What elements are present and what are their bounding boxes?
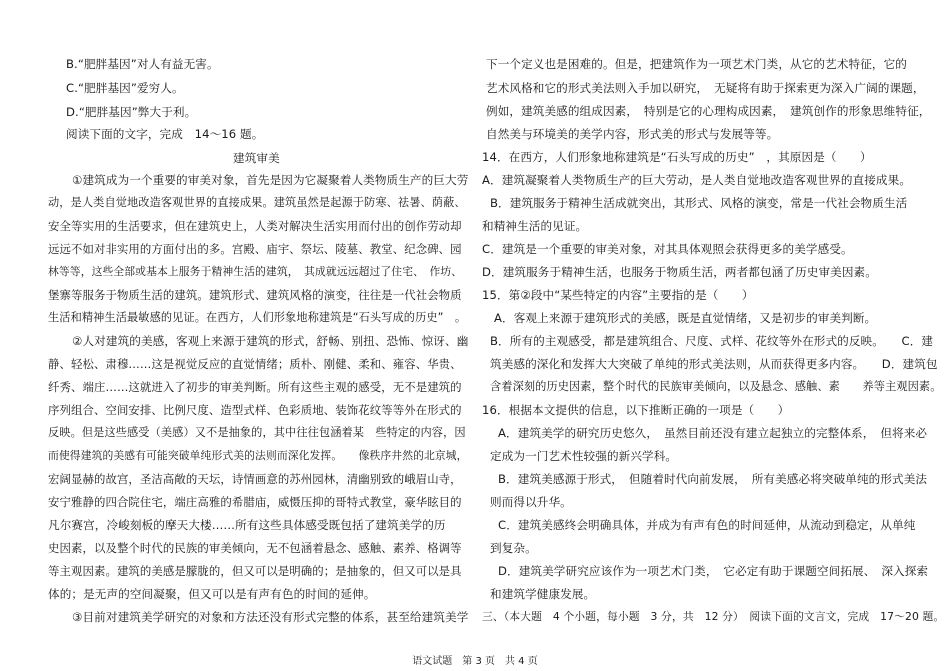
article-line: 艺术风格和它的形式美法则入手加以研究， 无疑将有助于探索更为深入广阔的课题， [486, 81, 925, 95]
article-line: 生活和精神生活最敏感的见证。在西方，人们形象地称建筑是“石头写成的历史” 。 [48, 311, 467, 324]
article-line: 体的；是无声的空间凝聚，但又可以是有声有色的时间的延伸。 [48, 587, 376, 601]
article-line: ③目前对建筑美学研究的对象和方法还没有形式完整的体系，甚至给建筑美学 [72, 610, 469, 624]
question-15-option: A．客观上来源于建筑形式的美感，既是直觉情绪，又是初步的审美判断。 [494, 311, 877, 325]
question-16-stem: 16．根据本文提供的信息，以下推断正确的一项是（ ） [482, 403, 790, 417]
question-16-option: D．建筑美学研究应该作为一项艺术门类， 它必定有助于课题空间拓展、 深入探索 [498, 564, 929, 578]
article-line: ①建筑成为一个重要的审美对象，首先是因为它凝聚着人类物质生产的巨大劳 [72, 173, 469, 187]
question-15-stem: 15．第②段中“某些特定的内容”主要指的是（ ） [482, 288, 754, 302]
article-line: 而使得建筑的美感有可能突破单纯形式美的法则而深化发挥。 像秩序井然的北京城， [48, 449, 468, 462]
article-line: 下一个定义也是困难的。但是，把建筑作为一项艺术门类，从它的艺术特征，它的 [486, 57, 907, 71]
question-14-option: D．建筑服务于精神生活，也服务于物质生活，两者都包涵了历史审美因素。 [482, 265, 877, 279]
article-line: ②人对建筑的美感，客观上来源于建筑的形式，舒畅、别扭、恐怖、惊讶、幽 [72, 334, 469, 348]
question-15-option: B．所有的主观感受，都是建筑组合、尺度、式样、花纹等外在形式的反映。 C．建 [490, 334, 934, 348]
article-line: 安宁雅静的四合院住宅，端庄高雅的希腊庙，威慑压抑的哥特式教堂，豪华眩目的 [48, 495, 462, 509]
question-15-option: 含着深刻的历史因素，整个时代的民族审美倾向，以及悬念、感触、素 养等主观因素。 [490, 380, 942, 393]
question-16-option: 和建筑学健康发展。 [490, 587, 596, 601]
question-16-option: 则而得以升华。 [490, 495, 572, 509]
question-16-option: 定成为一门艺术性较强的新兴学科。 [490, 449, 678, 463]
question-15-option: 筑美感的深化和发挥大大突破了单纯的形式美法则，从而获得更多内容。 D．建筑包 [490, 357, 938, 371]
option-13d: D.“肥胖基因”弊大于利。 [66, 105, 197, 119]
article-line: 例如，建筑美感的组成因素， 特别是它的心理构成因素， 建筑创作的形象思维特征， [486, 104, 931, 118]
article-line: 序列组合、空间安排、比例尺度、造型式样、色彩质地、装饰花纹等等外在形式的 [48, 403, 462, 417]
article-line: 等主观因素。建筑的美感是朦胧的，但又可以是明确的；是抽象的，但又可以是具 [48, 564, 462, 578]
article-line: 堡寨等服务于物质生活的建筑。建筑形式、建筑风格的演变，往往是一代社会物质 [48, 288, 462, 302]
question-14-option: B．建筑服务于精神生活成就突出，其形式、风格的演变，常是一代社会物质生活 [490, 196, 908, 210]
question-14-stem: 14．在西方，人们形象地称建筑是“石头写成的历史” ，其原因是（ ） [482, 150, 872, 164]
article-line: 凡尔赛宫，冷峻刻板的摩天大楼……所有这些具体感受既包括了建筑美学的历 [48, 518, 446, 532]
question-16-option: A．建筑美学的研究历史悠久， 虽然目前还没有建立起独立的完整体系， 但将来必 [498, 426, 928, 440]
option-13c: C.“肥胖基因”爱穷人。 [66, 81, 184, 95]
question-14-option: C．建筑是一个重要的审美对象，对其具体观照会获得更多的美学感受。 [482, 242, 853, 256]
page-footer: 语文试题 第 3 页 共 4 页 [412, 656, 538, 667]
article-title: 建筑审美 [233, 151, 280, 165]
section-3-heading: 三、（本大题 4 个小题，每小题 3 分，共 12 分） 阅读下面的文言文，完成 17～20 题。 [482, 610, 945, 623]
article-line: 安全等实用的生活要求，但在建筑史上，人类对解决生活实用而付出的创作劳动却 [48, 219, 462, 233]
article-line: 史因素，以及整个时代的民族的审美倾向，无不包涵着悬念、感触、素养、格调等 [48, 541, 462, 555]
question-16-option: 到复杂。 [490, 541, 537, 555]
article-line: 远远不如对非实用的方面付出的多。宫殿、庙宇、祭坛、陵墓、教堂、纪念碑、园 [48, 242, 462, 256]
article-line: 纤秀、端庄……这就进入了初步的审美判断。所有这些主观的感受，无不是建筑的 [48, 380, 462, 394]
question-14-option: A．建筑凝聚着人类物质生产的巨大劳动，是人类自觉地改造客观世界的直接成果。 [482, 173, 912, 187]
question-14-option: 和精神生活的见证。 [482, 219, 588, 233]
article-line: 静、轻松、肃穆……这是视觉反应的直觉情绪；质朴、刚健、柔和、雍容、华贵、 [48, 357, 462, 371]
reading-instruction: 阅读下面的文字，完成 14～16 题。 [66, 127, 264, 141]
article-line: 宏阔显赫的故宫，圣洁高敞的天坛，诗情画意的苏州园林，清幽别致的峨眉山寺， [48, 472, 462, 486]
article-line: 林等等，这些全部或基本上服务于精神生活的建筑， 其成就远远超过了住宅、 作坊、 [48, 265, 463, 278]
article-line: 动，是人类自觉地改造客观世界的直接成果。建筑虽然是起源于防寒、祛暑、荫蔽、 [48, 196, 466, 209]
question-16-option: B．建筑美感源于形式， 但随着时代向前发展， 所有美感必将突破单纯的形式美法 [498, 472, 928, 486]
question-16-option: C．建筑美感终会明确具体，并成为有声有色的时间延伸，从流动到稳定，从单纯 [498, 518, 916, 532]
option-13b: B.“肥胖基因”对人有益无害。 [66, 57, 219, 71]
article-line: 自然美与环境美的美学内容，形式美的形式与发展等等。 [486, 127, 779, 141]
article-line: 反映。但是这些感受（美感）又不是抽象的，其中往往包涵着某 些特定的内容，因 [48, 426, 466, 439]
